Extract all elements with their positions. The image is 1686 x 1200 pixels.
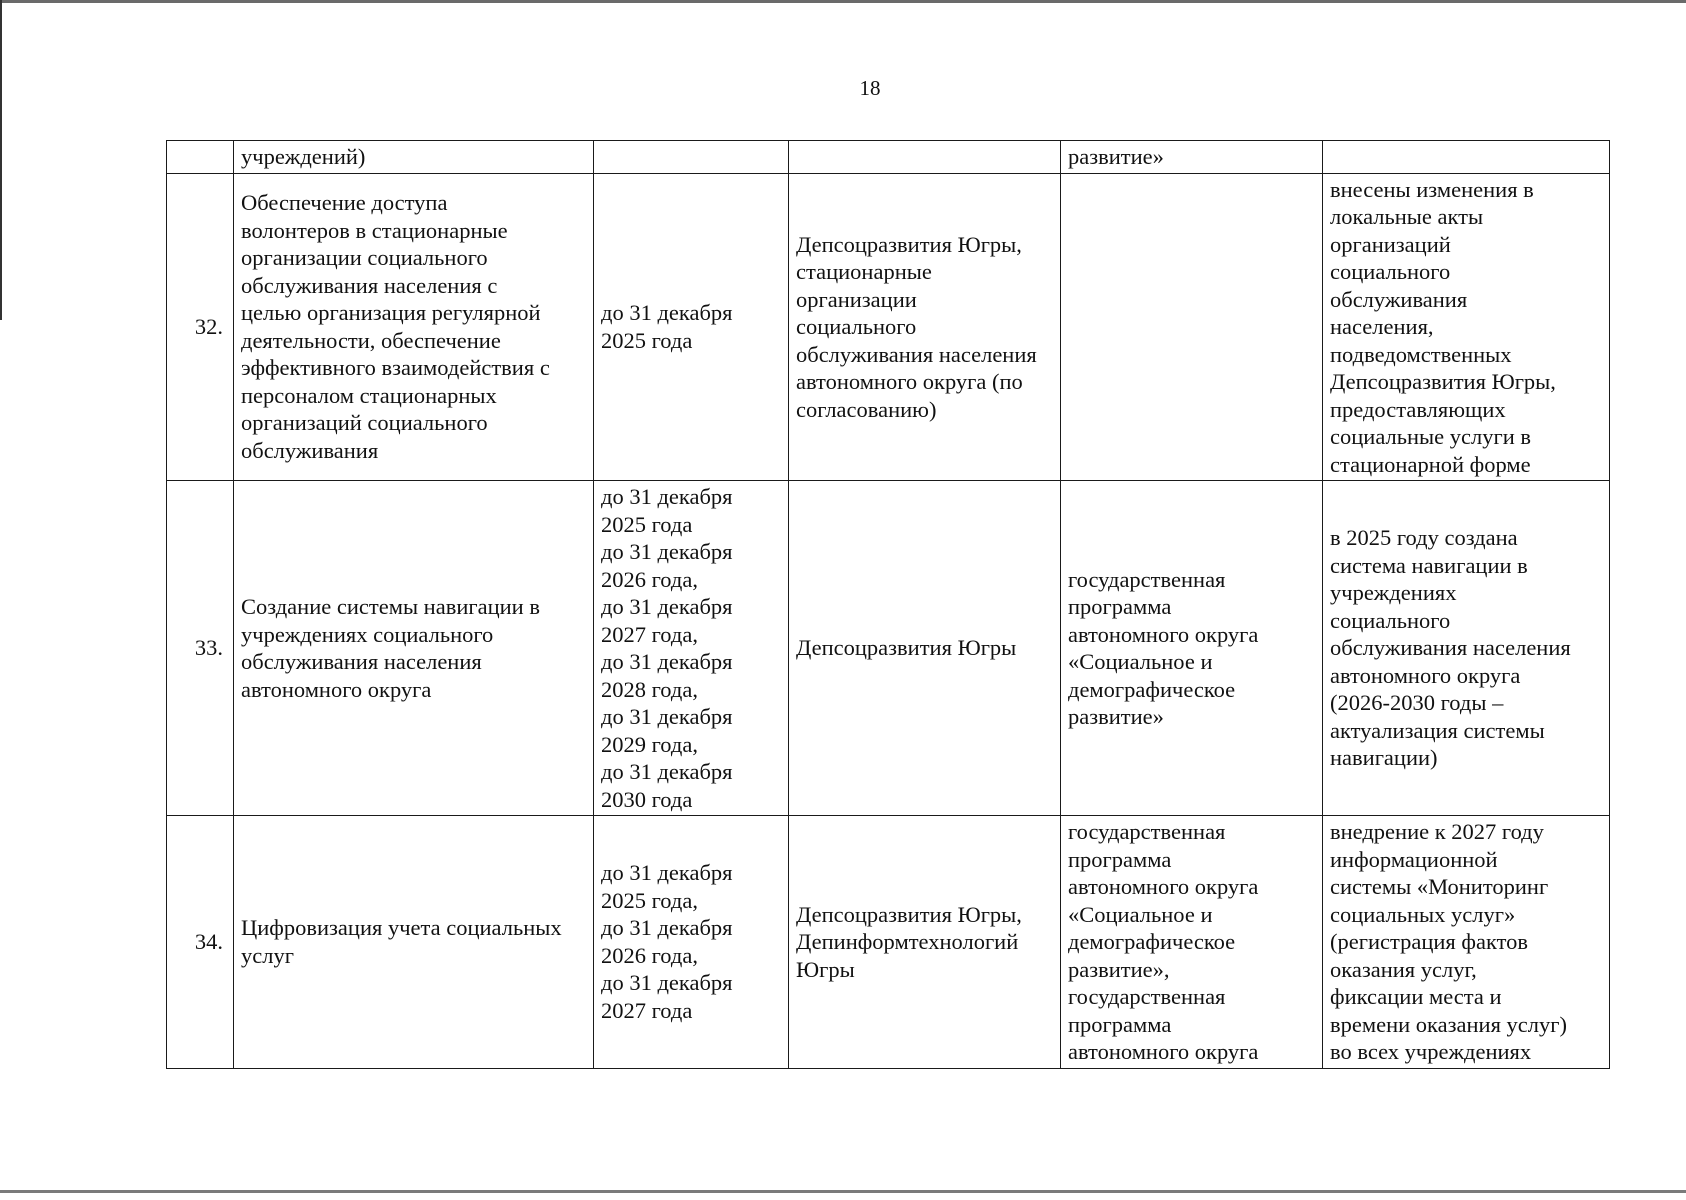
cell-number: 32. xyxy=(167,173,234,481)
deadline-line: до 31 декабря xyxy=(601,759,733,784)
responsible-line: Депсоцразвития Югры, xyxy=(796,231,1022,257)
cell-responsible xyxy=(789,481,1061,816)
deadline-line: 2027 года xyxy=(601,997,693,1023)
result-line: организаций xyxy=(1330,231,1451,257)
deadline-line: до 31 декабря xyxy=(601,860,733,886)
result-line: локальные акты xyxy=(1330,204,1484,229)
source-line: автономного округа xyxy=(1068,1039,1259,1064)
cell-source xyxy=(1061,816,1323,1069)
result-line: социальные услуги в xyxy=(1330,424,1531,449)
source-line: программа xyxy=(1068,594,1172,619)
deadline-line: 2026 года, xyxy=(601,942,698,968)
cell-responsible xyxy=(789,816,1061,1069)
source-line: развитие» xyxy=(1068,704,1164,729)
result-line: времени оказания услуг) xyxy=(1330,1011,1567,1037)
result-line: фиксации места и xyxy=(1330,984,1502,1009)
page-number: 18 xyxy=(859,76,881,100)
measure-line: Обеспечение доступа xyxy=(241,190,448,216)
cell-measure xyxy=(234,173,594,481)
result-line: оказания услуг, xyxy=(1330,956,1477,982)
cell-source xyxy=(1061,173,1323,481)
result-line: населения, xyxy=(1330,314,1434,339)
result-line: информационной xyxy=(1330,846,1498,872)
source-line: программа xyxy=(1068,1011,1172,1037)
deadline-line: до 31 декабря xyxy=(601,915,733,941)
source-line: демографическое xyxy=(1068,929,1236,954)
cell-number: 34. xyxy=(167,816,234,1069)
measure-line: организаций социального xyxy=(241,410,488,436)
responsible-line: согласованию) xyxy=(796,396,937,422)
result-line: внедрение к 2027 году xyxy=(1330,819,1544,844)
deadline-line: до 31 декабря xyxy=(601,649,733,674)
responsible-line: автономного округа (по xyxy=(796,369,1023,394)
deadline-line: до 31 декабря xyxy=(601,970,733,996)
deadline-line: до 31 декабря xyxy=(601,539,733,564)
measure-line: волонтеров в стационарные xyxy=(241,217,508,243)
measure-line: учреждениях социального xyxy=(241,621,494,647)
cell-source xyxy=(1061,481,1323,816)
source-line: «Социальное и xyxy=(1068,901,1213,927)
cell-deadline xyxy=(594,141,789,174)
scan-edge-left xyxy=(0,0,2,320)
cell-result xyxy=(1323,816,1610,1069)
result-line: предоставляющих xyxy=(1330,396,1506,422)
deadline-line: 2030 года xyxy=(601,786,693,812)
result-line: подведомственных xyxy=(1330,341,1512,367)
scan-edge-top xyxy=(0,0,1686,3)
cell-number xyxy=(167,141,234,174)
result-line: социальных услуг» xyxy=(1330,901,1516,927)
deadline-line: до 31 декабря xyxy=(601,484,733,509)
measures-table xyxy=(166,140,1610,1069)
cell-source: развитие» xyxy=(1061,141,1323,174)
table-row-32 xyxy=(167,173,1610,481)
cell-measure xyxy=(234,816,594,1069)
result-line: социального xyxy=(1330,607,1451,633)
deadline-line: 2025 года xyxy=(601,511,693,537)
responsible-line: стационарные xyxy=(796,259,932,284)
result-line: учреждениях xyxy=(1330,580,1457,606)
cell-responsible xyxy=(789,141,1061,174)
responsible-line: Депсоцразвития Югры xyxy=(796,635,1017,661)
measure-line: Цифровизация учета социальных xyxy=(241,915,562,941)
source-line: демографическое xyxy=(1068,676,1236,702)
cell-result xyxy=(1323,481,1610,816)
result-line: обслуживания xyxy=(1330,286,1468,312)
deadline-line: 2026 года, xyxy=(601,566,698,592)
cell-deadline xyxy=(594,816,789,1069)
result-line: автономного округа xyxy=(1330,662,1521,688)
scan-edge-bottom xyxy=(0,1190,1686,1193)
responsible-line: социального xyxy=(796,314,917,339)
cell-deadline xyxy=(594,173,789,481)
result-line: Депсоцразвития Югры, xyxy=(1330,369,1556,394)
cell-result xyxy=(1323,141,1610,174)
source-line: программа xyxy=(1068,846,1172,872)
result-line: актуализация системы xyxy=(1330,717,1545,743)
cell-measure xyxy=(234,481,594,816)
result-line: (2026-2030 годы – xyxy=(1330,690,1504,716)
table-row-33 xyxy=(167,481,1610,816)
deadline-line: 2025 года, xyxy=(601,887,698,913)
deadline-line: до 31 декабря xyxy=(601,704,733,729)
measure-line: услуг xyxy=(241,942,294,968)
source-line: государственная xyxy=(1068,819,1226,844)
cell-result xyxy=(1323,173,1610,481)
responsible-line: Депинформтехнологий xyxy=(796,929,1019,954)
deadline-line: 2028 года, xyxy=(601,676,698,702)
result-line: навигации) xyxy=(1330,745,1438,771)
deadline-line: до 31 декабря xyxy=(601,300,733,326)
cell-measure: учреждений) xyxy=(234,141,594,174)
source-line: государственная xyxy=(1068,984,1226,1009)
result-line: системы «Мониторинг xyxy=(1330,874,1549,899)
source-line: автономного округа xyxy=(1068,874,1259,899)
measure-line: эффективного взаимодействия с xyxy=(241,355,550,381)
result-line: внесены изменения в xyxy=(1330,176,1534,202)
source-line: государственная xyxy=(1068,566,1226,592)
responsible-line: организации xyxy=(796,286,917,312)
measure-line: обслуживания населения с xyxy=(241,272,498,298)
result-line: в 2025 году создана xyxy=(1330,525,1518,551)
result-line: (регистрация фактов xyxy=(1330,929,1528,954)
deadline-line: 2027 года, xyxy=(601,621,698,647)
measure-line: целью организация регулярной xyxy=(241,300,541,326)
result-line: во всех учреждениях xyxy=(1330,1039,1532,1064)
measure-line: деятельности, обеспечение xyxy=(241,327,501,353)
responsible-line: Депсоцразвития Югры, xyxy=(796,901,1022,927)
cell-responsible xyxy=(789,173,1061,481)
deadline-line: 2029 года, xyxy=(601,731,698,757)
result-line: социального xyxy=(1330,259,1451,284)
measure-line: организации социального xyxy=(241,245,488,271)
result-line: система навигации в xyxy=(1330,552,1528,578)
source-line: развитие», xyxy=(1068,956,1170,982)
measure-line: автономного округа xyxy=(241,676,432,702)
table-row-continuation xyxy=(167,141,1610,174)
measure-line: Создание системы навигации в xyxy=(241,594,540,619)
responsible-line: Югры xyxy=(796,956,855,982)
deadline-line: 2025 года xyxy=(601,327,693,353)
table-row-34 xyxy=(167,816,1610,1069)
cell-number: 33. xyxy=(167,481,234,816)
measure-line: обслуживания населения xyxy=(241,649,482,674)
source-line: автономного округа xyxy=(1068,621,1259,647)
deadline-line: до 31 декабря xyxy=(601,594,733,619)
source-line: «Социальное и xyxy=(1068,649,1213,674)
result-line: обслуживания населения xyxy=(1330,635,1571,661)
measure-line: персоналом стационарных xyxy=(241,382,497,408)
measure-line: обслуживания xyxy=(241,437,379,463)
responsible-line: обслуживания населения xyxy=(796,341,1037,367)
result-line: стационарной форме xyxy=(1330,451,1531,477)
cell-deadline xyxy=(594,481,789,816)
